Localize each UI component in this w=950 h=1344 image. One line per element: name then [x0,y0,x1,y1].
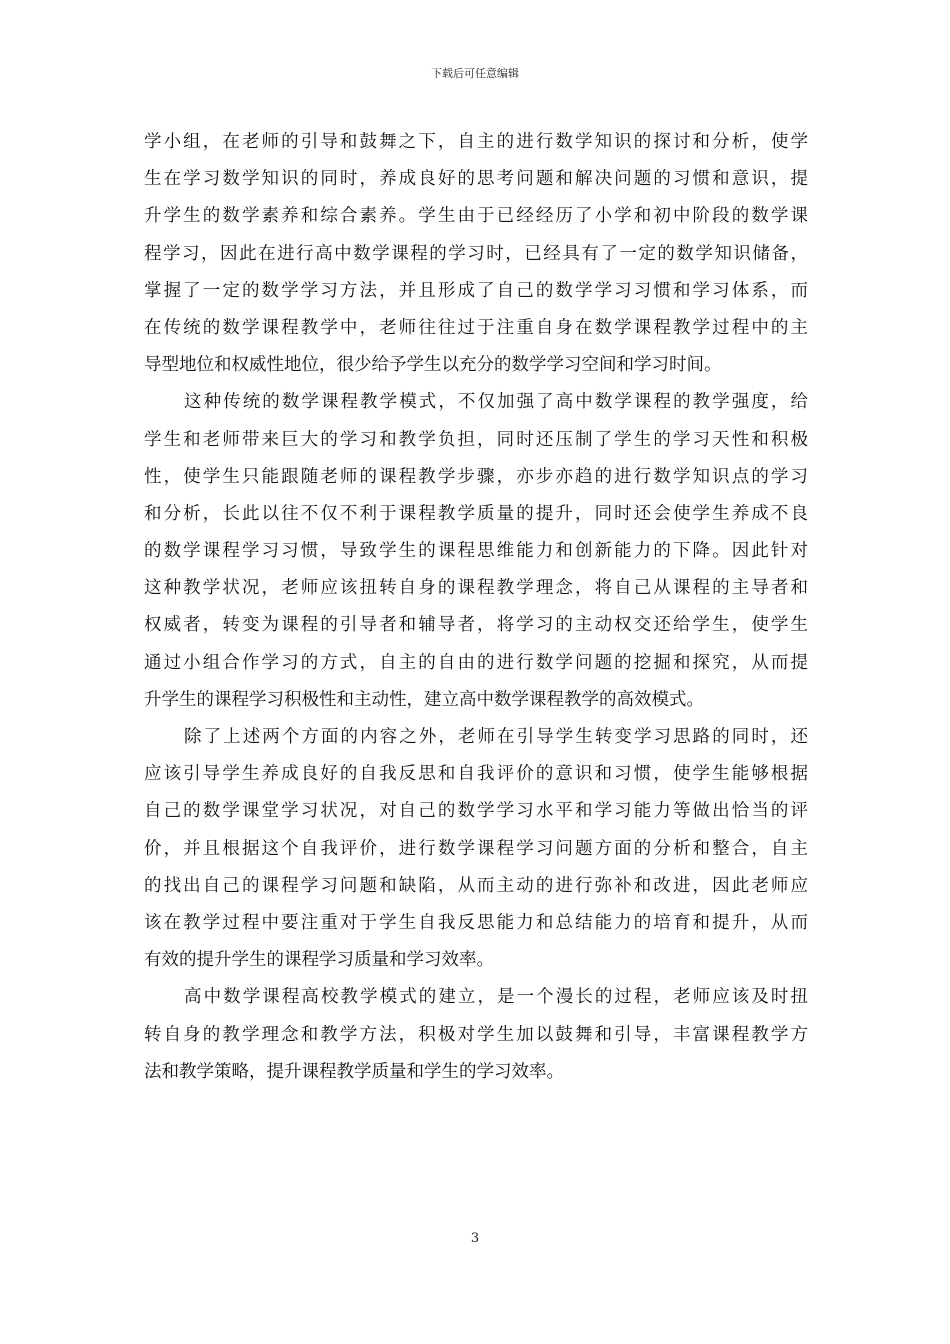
paragraph-1 [144,124,808,384]
paragraph-line: 升学生的数学素养和综合素养。学生由于已经经历了小学和初中阶段的数学课 [144,206,808,227]
paragraph-line: 高中数学课程高校教学模式的建立，是一个漫长的过程，老师应该及时扭 [184,987,808,1008]
paragraph-line: 掌握了一定的数学学习方法，并且形成了自己的数学学习习惯和学习体系，而 [144,280,808,301]
paragraph-line: 性，使学生只能跟随老师的课程教学步骤，亦步亦趋的进行数学知识点的学习 [144,466,808,487]
paragraph-line: 转自身的教学理念和教学方法，积极对学生加以鼓舞和引导，丰富课程教学方 [144,1024,808,1045]
page-header: 下载后可任意编辑 [431,67,519,80]
paragraph-line: 学小组，在老师的引导和鼓舞之下，自主的进行数学知识的探讨和分析，使学 [144,132,808,152]
paragraph-line: 和分析，长此以往不仅不利于课程教学质量的提升，同时还会使学生养成不良 [144,503,808,524]
paragraph-line: 除了上述两个方面的内容之外，老师在引导学生转变学习思路的同时，还 [184,727,808,747]
paragraph-line: 权威者，转变为课程的引导者和辅导者，将学习的主动权交还给学生，使学生 [144,615,808,636]
paragraph-3 [144,719,808,979]
paragraph-line: 价，并且根据这个自我评价，进行数学课程学习问题方面的分析和整合，自主 [144,838,808,859]
paragraph-line: 升学生的课程学习积极性和主动性，建立高中数学课程教学的高效模式。 [144,689,704,710]
paragraph-line: 的数学课程学习习惯，导致学生的课程思维能力和创新能力的下降。因此针对 [144,541,808,562]
paragraph-4 [144,979,808,1091]
paragraph-line: 导型地位和权威性地位，很少给予学生以充分的数学学习空间和学习时间。 [144,355,722,376]
paragraph-line: 在传统的数学课程教学中，老师往往过于注重自身在数学课程教学过程中的主 [144,317,808,338]
paragraph-2 [144,384,808,719]
paragraph-line: 法和教学策略，提升课程教学质量和学生的学习效率。 [144,1061,564,1082]
page-number: 3 [470,1231,480,1246]
paragraph-line: 通过小组合作学习的方式，自主的自由的进行数学问题的挖掘和探究，从而提 [144,652,808,673]
paragraph-line: 生在学习数学知识的同时，养成良好的思考问题和解决问题的习惯和意识，提 [144,169,808,190]
paragraph-line: 应该引导学生养成良好的自我反思和自我评价的意识和习惯，使学生能够根据 [144,764,808,785]
paragraph-line: 该在教学过程中要注重对于学生自我反思能力和总结能力的培育和提升，从而 [144,912,808,933]
document-body [144,124,808,1091]
paragraph-line: 这种教学状况，老师应该扭转自身的课程教学理念，将自己从课程的主导者和 [144,578,808,599]
paragraph-line: 程学习，因此在进行高中数学课程的学习时，已经具有了一定的数学知识储备， [144,243,808,264]
paragraph-line: 的找出自己的课程学习问题和缺陷，从而主动的进行弥补和改进，因此老师应 [144,875,808,896]
paragraph-line: 有效的提升学生的课程学习质量和学习效率。 [144,950,494,971]
paragraph-line: 自己的数学课堂学习状况，对自己的数学学习水平和学习能力等做出恰当的评 [144,801,808,822]
paragraph-line: 这种传统的数学课程教学模式，不仅加强了高中数学课程的教学强度，给 [184,392,808,413]
paragraph-line: 学生和老师带来巨大的学习和教学负担，同时还压制了学生的学习天性和积极 [144,429,808,450]
